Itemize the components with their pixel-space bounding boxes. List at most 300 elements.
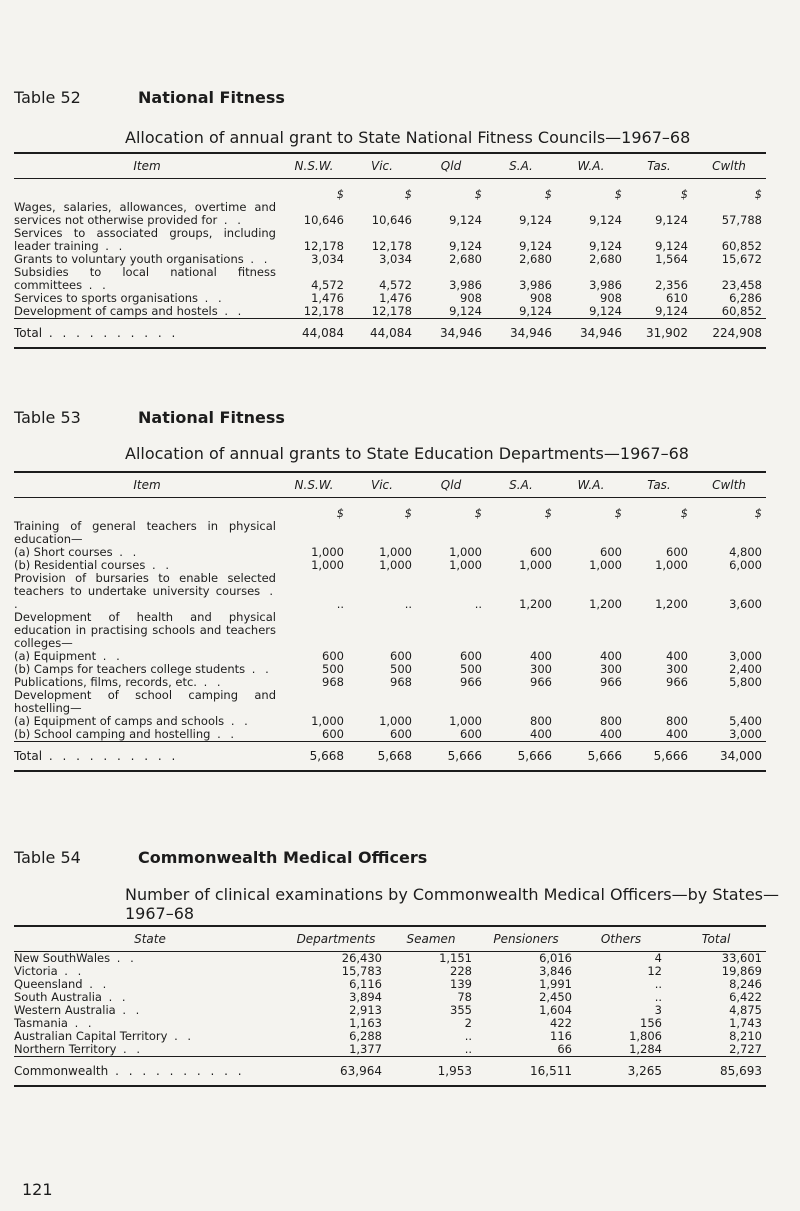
value-cell [280, 611, 348, 650]
value-cell [486, 611, 556, 650]
leader-dots: . . [217, 213, 244, 227]
value-cell: 400 [530, 727, 552, 741]
value-cell: 5,400 [729, 714, 762, 728]
value-cell: 1,000 [449, 558, 482, 572]
value-cell: 1,743 [729, 1016, 762, 1030]
leader-dots: . . [101, 990, 129, 1004]
value-cell: 3,986 [519, 278, 552, 292]
table-52-heading [0, 88, 800, 112]
value-cell: 1,000 [589, 558, 622, 572]
row-label-text: Services to sports organisations [14, 291, 199, 305]
table-number: Table 53 [14, 408, 81, 427]
value-cell: 600 [390, 649, 412, 663]
value-cell: 908 [530, 291, 552, 305]
value-cell: 15,672 [721, 252, 762, 266]
value-cell: 60,852 [721, 304, 762, 318]
value-cell [280, 689, 348, 715]
row-label-text: South Australia [14, 990, 102, 1004]
row-label-text: Western Australia [14, 1003, 116, 1017]
leader-dots: . . [112, 545, 140, 559]
value-cell: .. [654, 977, 662, 991]
value-cell: 1,284 [629, 1042, 662, 1056]
value-cell: 908 [600, 291, 622, 305]
row-label-text: Subsidies to local national fitness committees [14, 265, 276, 292]
value-cell [416, 520, 486, 546]
value-cell [416, 611, 486, 650]
row-label [14, 520, 280, 546]
total-value: 16,511 [476, 1057, 576, 1087]
table-row [14, 227, 766, 253]
row-label [14, 201, 280, 227]
value-cell: 6,116 [349, 977, 382, 991]
value-cell: 400 [600, 727, 622, 741]
column-header: Vic. [348, 472, 416, 498]
value-cell: 12,178 [303, 239, 344, 253]
row-label-text: Tasmania [14, 1016, 68, 1030]
currency-symbol: $ [614, 187, 622, 201]
row-label-text: (b) Residential courses [14, 558, 146, 572]
currency-symbol: $ [404, 506, 412, 520]
value-cell: 60,852 [721, 239, 762, 253]
value-cell [626, 520, 692, 546]
currency-symbol: $ [474, 506, 482, 520]
value-cell: 2,680 [519, 252, 552, 266]
leader-dots: . . [145, 558, 172, 572]
value-cell: 3,894 [349, 990, 382, 1004]
value-cell: 19,869 [721, 964, 762, 978]
value-cell: 600 [530, 545, 552, 559]
currency-symbol: $ [336, 187, 344, 201]
leader-dots: . . [82, 278, 109, 292]
value-cell [692, 611, 766, 650]
column-header: Qld [416, 153, 486, 179]
value-cell: 116 [550, 1029, 572, 1043]
value-cell: .. [336, 597, 344, 611]
table-subtitle: Allocation of annual grants to State Education Departments—1967–68 [125, 444, 689, 463]
currency-symbol: $ [680, 187, 688, 201]
value-cell [348, 689, 416, 715]
leader-dots: . . [115, 1003, 143, 1017]
table-row [14, 952, 766, 966]
column-header: Pensioners [476, 926, 576, 952]
table-row [14, 572, 766, 611]
value-cell [280, 520, 348, 546]
value-cell: 66 [557, 1042, 572, 1056]
value-cell: 500 [460, 662, 482, 676]
row-label [14, 227, 280, 253]
value-cell: 355 [450, 1003, 472, 1017]
table-row [14, 689, 766, 715]
currency-symbol: $ [754, 187, 762, 201]
value-cell: 3,034 [311, 252, 344, 266]
value-cell: 300 [600, 662, 622, 676]
value-cell: 1,000 [311, 545, 344, 559]
value-cell: 2,913 [349, 1003, 382, 1017]
value-cell: 12 [647, 964, 662, 978]
value-cell: 1,200 [589, 597, 622, 611]
value-cell: 4,572 [379, 278, 412, 292]
column-header: N.S.W. [280, 153, 348, 179]
total-value: 5,668 [280, 742, 348, 772]
value-cell: 2,356 [655, 278, 688, 292]
value-cell: 6,286 [729, 291, 762, 305]
column-header: N.S.W. [280, 472, 348, 498]
value-cell: 400 [666, 649, 688, 663]
leader-dots: . . [198, 291, 225, 305]
table-53-heading [0, 408, 800, 432]
value-cell: 1,806 [629, 1029, 662, 1043]
row-label [14, 572, 280, 611]
table-row [14, 611, 766, 650]
value-cell: 1,000 [519, 558, 552, 572]
row-label-text: Grants to voluntary youth organisations [14, 252, 244, 266]
table-subtitle: Allocation of annual grant to State National Fitness Councils—1967–68 [125, 128, 691, 147]
value-cell: 1,200 [655, 597, 688, 611]
value-cell: 9,124 [655, 213, 688, 227]
value-cell: 6,016 [539, 951, 572, 965]
row-label-text: Publications, films, records, etc. [14, 675, 197, 689]
value-cell: 2,680 [589, 252, 622, 266]
total-value: 5,666 [416, 742, 486, 772]
value-cell: .. [474, 597, 482, 611]
leader-dots: . . [14, 584, 276, 611]
leader-dots: . . [167, 1029, 195, 1043]
value-cell: .. [464, 1042, 472, 1056]
value-cell: 33,601 [721, 951, 762, 965]
currency-symbol: $ [404, 187, 412, 201]
table-row [14, 520, 766, 546]
value-cell: 600 [460, 727, 482, 741]
total-value: 5,666 [486, 742, 556, 772]
value-cell [416, 689, 486, 715]
value-cell: 9,124 [449, 304, 482, 318]
value-cell: 966 [666, 675, 688, 689]
value-cell: 6,422 [729, 990, 762, 1004]
leader-dots: . . [57, 964, 85, 978]
total-label-text: Total [14, 748, 43, 763]
blank-cell [14, 498, 280, 521]
table-row [14, 1043, 766, 1057]
value-cell: 9,124 [589, 239, 622, 253]
value-cell: .. [654, 990, 662, 1004]
value-cell: 400 [600, 649, 622, 663]
value-cell [486, 520, 556, 546]
table-row [14, 965, 766, 978]
value-cell [626, 611, 692, 650]
leader-dots: . . [224, 714, 251, 728]
column-header: Tas. [626, 472, 692, 498]
value-cell: 15,783 [341, 964, 382, 978]
value-cell: 6,288 [349, 1029, 382, 1043]
table-number: Table 54 [14, 848, 81, 867]
total-row [14, 742, 766, 772]
currency-symbol: $ [754, 506, 762, 520]
value-cell: 1,564 [655, 252, 688, 266]
total-label [14, 1057, 286, 1087]
total-value: 224,908 [692, 319, 766, 349]
value-cell: 3,986 [589, 278, 622, 292]
row-label [14, 728, 280, 742]
value-cell [692, 689, 766, 715]
value-cell: 1,200 [519, 597, 552, 611]
value-cell: 800 [530, 714, 552, 728]
currency-symbol: $ [474, 187, 482, 201]
table-54-heading [0, 848, 800, 872]
header-row [14, 153, 766, 179]
value-cell: 800 [666, 714, 688, 728]
value-cell: 9,124 [519, 239, 552, 253]
row-label [14, 1043, 286, 1057]
leader-dots: . . [245, 662, 272, 676]
column-header: W.A. [556, 472, 626, 498]
total-label [14, 742, 280, 772]
value-cell: 600 [322, 727, 344, 741]
value-cell: 78 [457, 990, 472, 1004]
value-cell [348, 520, 416, 546]
value-cell: 966 [460, 675, 482, 689]
value-cell: 422 [550, 1016, 572, 1030]
column-header: Departments [286, 926, 386, 952]
row-label-text: Victoria [14, 964, 58, 978]
value-cell: 500 [390, 662, 412, 676]
value-cell: 9,124 [655, 304, 688, 318]
column-header: Item [14, 153, 280, 179]
blank-cell [14, 179, 280, 202]
leader-dots: . . . . . . . . . . [108, 1063, 245, 1078]
value-cell: 57,788 [721, 213, 762, 227]
value-cell: 600 [666, 545, 688, 559]
header-row [14, 926, 766, 952]
row-label-text: Development of school camping and hostelling— [14, 688, 276, 715]
value-cell: 1,476 [311, 291, 344, 305]
leader-dots: . . [210, 727, 238, 741]
value-cell: 1,000 [379, 545, 412, 559]
value-cell: 2,400 [729, 662, 762, 676]
value-cell: 12,178 [303, 304, 344, 318]
leader-dots: . . . . . . . . . . [42, 748, 179, 763]
row-label-text: Training of general teachers in physical education— [14, 519, 276, 546]
row-label-text: Australian Capital Territory [14, 1029, 168, 1043]
value-cell [692, 520, 766, 546]
value-cell: 23,458 [721, 278, 762, 292]
value-cell: 908 [460, 291, 482, 305]
leader-dots: . . . . . . . . . . [42, 325, 179, 340]
value-cell: 3,034 [379, 252, 412, 266]
total-value: 44,084 [348, 319, 416, 349]
page-number: 121 [22, 1180, 53, 1199]
value-cell: 8,246 [729, 977, 762, 991]
value-cell: 600 [322, 649, 344, 663]
total-row [14, 1057, 766, 1087]
leader-dots: . . [98, 239, 126, 253]
value-cell: 3,000 [729, 727, 762, 741]
value-cell: 4,800 [729, 545, 762, 559]
row-label-text: (a) Equipment of camps and schools [14, 714, 225, 728]
value-cell: 1,000 [379, 714, 412, 728]
leader-dots: . . [67, 1016, 95, 1030]
value-cell: .. [404, 597, 412, 611]
total-value: 3,265 [576, 1057, 666, 1087]
value-cell: 400 [666, 727, 688, 741]
value-cell: 2,450 [539, 990, 572, 1004]
total-label [14, 319, 280, 349]
value-cell: 9,124 [449, 213, 482, 227]
currency-symbol: $ [544, 506, 552, 520]
leader-dots: . . [96, 649, 123, 663]
total-label-text: Commonwealth [14, 1063, 109, 1078]
column-header: Vic. [348, 153, 416, 179]
table-subtitle: Number of clinical examinations by Commonwealth Medical Officers—by States—1967–68 [125, 885, 780, 923]
value-cell: 968 [322, 675, 344, 689]
value-cell: 600 [390, 727, 412, 741]
total-value: 34,946 [556, 319, 626, 349]
currency-row [14, 179, 766, 202]
value-cell: 3,000 [729, 649, 762, 663]
leader-dots: . . [110, 951, 137, 965]
table-52 [14, 152, 766, 349]
currency-symbol: $ [336, 506, 344, 520]
table-row [14, 201, 766, 227]
value-cell: 12,178 [371, 239, 412, 253]
value-cell [486, 689, 556, 715]
value-cell: 9,124 [519, 213, 552, 227]
value-cell: 966 [530, 675, 552, 689]
total-row [14, 319, 766, 349]
row-label-text: Provision of bursaries to enable selected teachers to undertake university courses [14, 571, 276, 598]
value-cell: 800 [600, 714, 622, 728]
table-row [14, 305, 766, 319]
column-header: Item [14, 472, 280, 498]
row-label [14, 611, 280, 650]
value-cell: 3 [654, 1003, 662, 1017]
value-cell [556, 689, 626, 715]
value-cell: 1,000 [449, 545, 482, 559]
total-value: 34,946 [416, 319, 486, 349]
value-cell: 9,124 [589, 213, 622, 227]
leader-dots: . . [116, 1042, 144, 1056]
total-value: 1,953 [386, 1057, 476, 1087]
currency-symbol: $ [544, 187, 552, 201]
row-label [14, 305, 280, 319]
value-cell: 1,377 [349, 1042, 382, 1056]
column-header: Cwlth [692, 153, 766, 179]
value-cell [348, 611, 416, 650]
value-cell: 1,000 [311, 558, 344, 572]
column-header: S.A. [486, 153, 556, 179]
table-title: National Fitness [138, 88, 285, 107]
column-header: S.A. [486, 472, 556, 498]
leader-dots: . . [217, 304, 245, 318]
value-cell: 2,680 [449, 252, 482, 266]
currency-symbol: $ [614, 506, 622, 520]
value-cell: 10,646 [371, 213, 412, 227]
value-cell: 600 [600, 545, 622, 559]
value-cell: 1,163 [349, 1016, 382, 1030]
value-cell: 1,604 [539, 1003, 572, 1017]
currency-row [14, 498, 766, 521]
value-cell: .. [464, 1029, 472, 1043]
value-cell: 1,000 [449, 714, 482, 728]
total-value: 5,666 [556, 742, 626, 772]
column-header: Qld [416, 472, 486, 498]
total-value: 85,693 [666, 1057, 766, 1087]
value-cell: 2 [464, 1016, 472, 1030]
value-cell: 1,991 [539, 977, 572, 991]
value-cell: 500 [322, 662, 344, 676]
value-cell: 6,000 [729, 558, 762, 572]
value-cell: 1,000 [311, 714, 344, 728]
table-number: Table 52 [14, 88, 81, 107]
value-cell: 4,572 [311, 278, 344, 292]
value-cell: 26,430 [341, 951, 382, 965]
row-label-text: (a) Short courses [14, 545, 113, 559]
value-cell: 3,986 [449, 278, 482, 292]
leader-dots: . . [196, 675, 224, 689]
table-54 [14, 925, 766, 1087]
total-value: 34,000 [692, 742, 766, 772]
total-value: 5,668 [348, 742, 416, 772]
column-header: Seamen [386, 926, 476, 952]
value-cell: 10,646 [303, 213, 344, 227]
value-cell: 3,600 [729, 597, 762, 611]
value-cell: 1,000 [655, 558, 688, 572]
column-header: W.A. [556, 153, 626, 179]
value-cell: 156 [640, 1016, 662, 1030]
total-value: 34,946 [486, 319, 556, 349]
row-label [14, 689, 280, 715]
value-cell: 12,178 [371, 304, 412, 318]
leader-dots: . . [243, 252, 271, 266]
row-label [14, 952, 286, 966]
row-label-text: (a) Equipment [14, 649, 97, 663]
row-label-text: Northern Territory [14, 1042, 117, 1056]
value-cell: 139 [450, 977, 472, 991]
row-label-text: Development of health and physical education in practising schools and teachers colleges— [14, 610, 276, 650]
column-header: Tas. [626, 153, 692, 179]
table-row [14, 728, 766, 742]
row-label-text: Wages, salaries, allowances, overtime and services not otherwise provided for [14, 200, 276, 227]
row-label-text: Services to associated groups, including leader training [14, 226, 276, 253]
value-cell: 3,846 [539, 964, 572, 978]
value-cell [556, 520, 626, 546]
row-label-text: (b) School camping and hostelling [14, 727, 211, 741]
row-label-text: New SouthWales [14, 951, 111, 965]
value-cell: 300 [530, 662, 552, 676]
value-cell [556, 611, 626, 650]
value-cell: 9,124 [655, 239, 688, 253]
value-cell: 9,124 [449, 239, 482, 253]
value-cell: 966 [600, 675, 622, 689]
table-title: National Fitness [138, 408, 285, 427]
value-cell: 1,476 [379, 291, 412, 305]
value-cell: 8,210 [729, 1029, 762, 1043]
table-row [14, 266, 766, 292]
value-cell: 9,124 [589, 304, 622, 318]
value-cell: 600 [460, 649, 482, 663]
value-cell: 610 [666, 291, 688, 305]
row-label [14, 266, 280, 292]
value-cell: 4,875 [729, 1003, 762, 1017]
value-cell: 1,151 [439, 951, 472, 965]
table-title: Commonwealth Medical Officers [138, 848, 428, 867]
row-label-text: Development of camps and hostels [14, 304, 218, 318]
total-value: 44,084 [280, 319, 348, 349]
column-header: Cwlth [692, 472, 766, 498]
value-cell: 9,124 [519, 304, 552, 318]
row-label-text: Queensland [14, 977, 83, 991]
value-cell [626, 689, 692, 715]
row-label-text: (b) Camps for teachers college students [14, 662, 246, 676]
